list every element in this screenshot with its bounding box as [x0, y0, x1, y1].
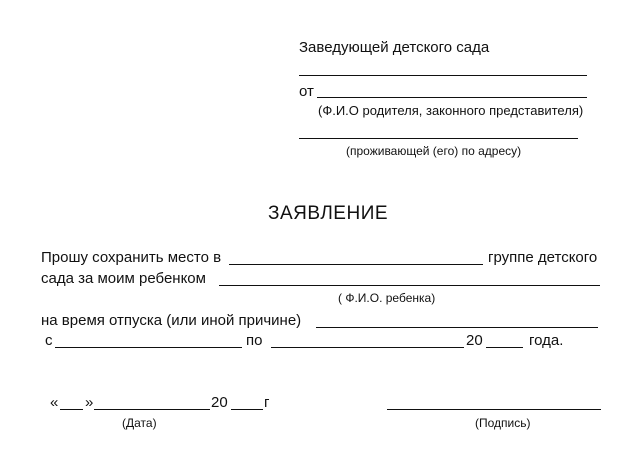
date-month-blank-line[interactable] — [94, 409, 210, 410]
date-day-blank-line[interactable] — [60, 409, 83, 410]
child-name-blank-line[interactable] — [219, 285, 600, 286]
date-year-blank-line[interactable] — [231, 409, 263, 410]
address-caption: (проживающей (его) по адресу) — [346, 144, 522, 158]
period-start-blank-line[interactable] — [55, 347, 242, 348]
date-caption: (Дата) — [122, 416, 157, 430]
reason-blank-line[interactable] — [316, 327, 598, 328]
signature-caption: (Подпись) — [475, 416, 531, 430]
period-from-label: с — [45, 332, 53, 349]
recipient-blank-line[interactable] — [299, 75, 587, 76]
signature-blank-line[interactable] — [387, 409, 601, 410]
address-blank-line[interactable] — [299, 138, 578, 139]
parent-name-blank-line[interactable] — [317, 97, 587, 98]
year-blank-line[interactable] — [486, 347, 523, 348]
child-name-caption: ( Ф.И.О. ребенка) — [338, 291, 436, 305]
year-prefix: 20 — [466, 332, 483, 349]
date-open-quote: « — [50, 394, 59, 411]
recipient-line: Заведующей детского сада — [299, 39, 490, 56]
body-line-1-suffix: группе детского — [488, 249, 598, 266]
period-to-label: по — [246, 332, 263, 349]
body-line-2-prefix: сада за моим ребенком — [41, 270, 206, 287]
period-end-blank-line[interactable] — [271, 347, 464, 348]
from-label: от — [299, 83, 314, 100]
document-title: ЗАЯВЛЕНИЕ — [268, 203, 389, 224]
date-close-quote: » — [85, 394, 94, 411]
parent-name-caption: (Ф.И.О родителя, законного представителя) — [318, 103, 584, 118]
date-year-suffix: г — [264, 394, 270, 411]
body-line-3-prefix: на время отпуска (или иной причине) — [41, 312, 302, 329]
body-line-1-prefix: Прошу сохранить место в — [41, 249, 222, 266]
group-blank-line[interactable] — [229, 264, 483, 265]
date-year-prefix: 20 — [211, 394, 228, 411]
year-suffix: года. — [529, 332, 564, 349]
